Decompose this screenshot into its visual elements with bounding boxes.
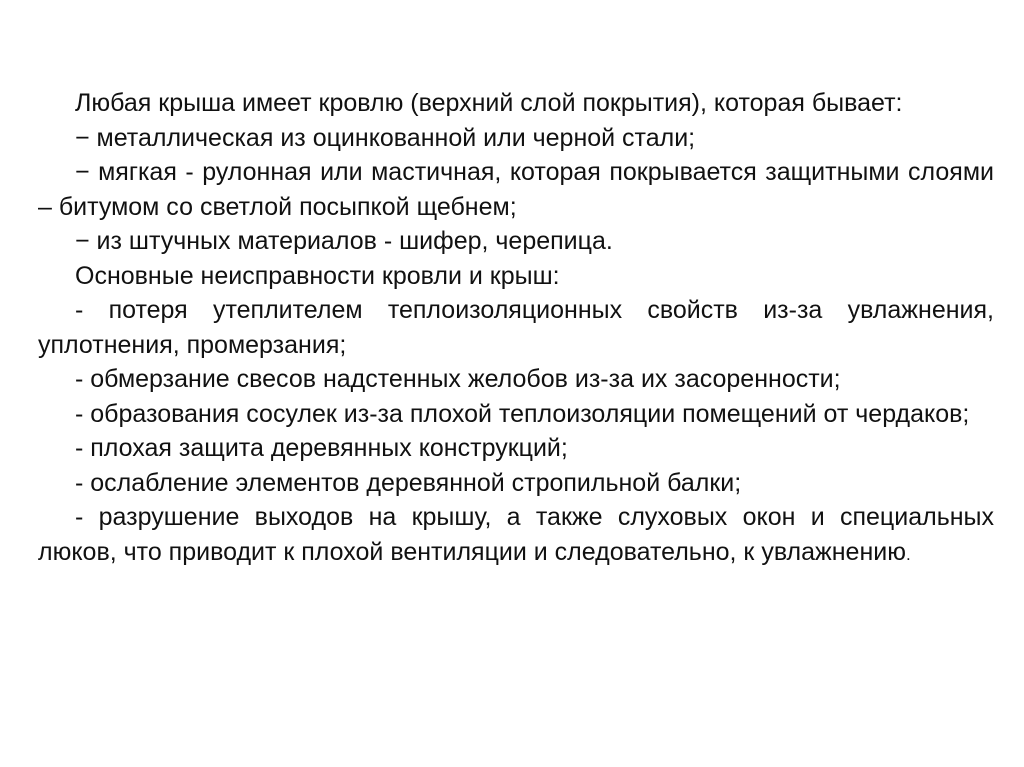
slide-text-body <box>38 86 994 572</box>
list-item-wood-protection: - плохая защита деревянных конструкций; <box>75 434 568 462</box>
paragraph-roof-intro: Любая крыша имеет кровлю (верхний слой покрытия), которая бывает: <box>75 89 903 117</box>
list-item-metal-roof: − металлическая из оцинкованной или черной стали; <box>75 123 696 152</box>
list-item-insulation-loss: - потеря утеплителем теплоизоляционных свойств из-за увлажнения, уплотнения, промерзания; <box>38 296 994 359</box>
list-item-soft-roof: − мягкая - рулонная или мастичная, которая покрывается защитными слоями – битумом со светлой посыпкой щебнем; <box>38 158 994 221</box>
paragraph-defects-heading: Основные неисправности кровли и крыш: <box>75 261 560 290</box>
final-period: . <box>905 544 911 564</box>
list-item-roof-exits <box>38 500 994 572</box>
list-item-icicles: - образования сосулек из-за плохой теплоизоляции помещений от чердаков; <box>75 399 970 428</box>
list-item-rafter-weakening: - ослабление элементов деревянной стропильной балки; <box>75 468 742 497</box>
list-item-piece-materials: − из штучных материалов - шифер, черепица. <box>75 227 613 255</box>
list-item-gutter-freezing: - обмерзание свесов надстенных желобов из-за их засоренности; <box>75 365 841 393</box>
list-item-roof-exits-text: - разрушение выходов на крышу, а также слуховых окон и специальных люков, что приводит к плохой вентиляции и следовательно, к увлажнению <box>38 503 994 566</box>
